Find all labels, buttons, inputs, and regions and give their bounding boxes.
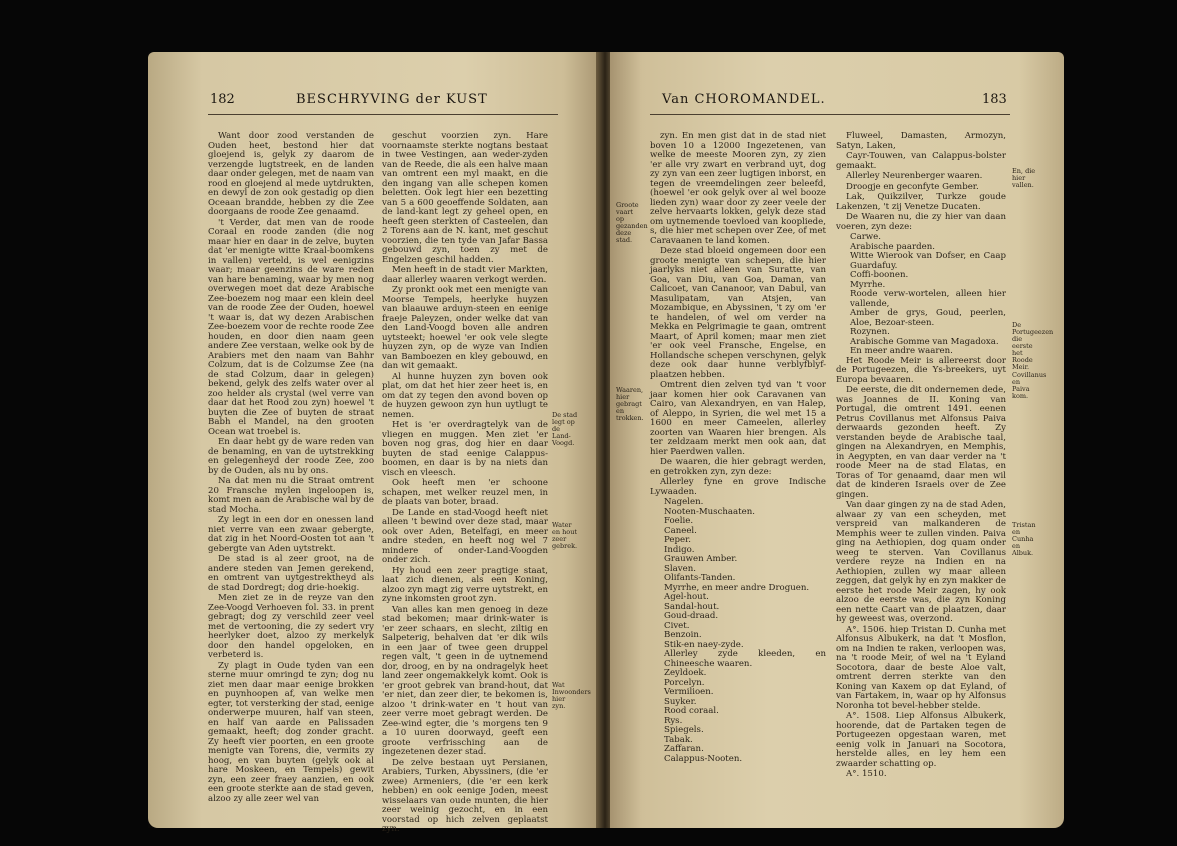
list-item: Roode verw-wortelen, alleen hier vallende,: [850, 289, 1006, 309]
paragraph: Het is 'er overdragtelyk van de vliegen en muggen. Men ziet 'er boven nog gras, dog hier en daar buyten de stad eenige Calappus-boomen, en daar is by na niets dan visch en vleesch.: [382, 420, 548, 478]
paragraph: De Waaren nu, die zy hier van daan voeren, zyn deze:: [836, 212, 1006, 232]
left-page: [148, 52, 600, 834]
paragraph: Lak, Quikzilver, Turkze goude Lakenzen, 't zij Venetze Ducaten.: [836, 192, 1006, 212]
margin-note: Tristan en Cunha en Albuk.: [1012, 521, 1036, 557]
list-item: Slaven.: [664, 563, 696, 574]
list-item: Amber de grys, Goud, peerlen, Aloe, Bezoar-steen.: [850, 308, 1006, 328]
paragraph: Cayr-Touwen, van Calappus-bolster gemaakt.: [836, 151, 1006, 171]
paragraph: 't Verder, dat men van de roode Coraal en roode zanden (die nog maar hier en daar in de zelve, buyten dat 'er menigte witte Kraal-boomkens in vallen) verteld, is wel eenigzins waar; maar geenzins de ware reden van hare benaming, waar by men nog overwegen moet dat deze Arabische Zee-boezem nog maar een klein deel van de roode Zee der Ouden, hoewel 't waar is, dat wy dezen Arabischen Zee-boezem voor de rechte roode Zee houden, en door dien naam geen andere Zee verstaan, welke ook by de Arabiers met den naam van Bahhr Colzum, dat is de Colzumse Zee (na de stad Colzum, daar in gelegen) bekend, gelyk des zelfs water over al zoo helder als crystal (wel verre van daar dat het Rood zou zyn) hoewel 't buyten die Zee of buyten de straat Babh el Mandel, na den grooten Ocean wat troebel is.: [208, 217, 374, 437]
list-item: Grauwen Amber.: [664, 554, 738, 564]
goods-list: [650, 498, 826, 764]
paragraph: En daar hebt gy de ware reden van de benaming, en van de uytstrekking en gelegenheyd der roode Zee, zoo by de Ouden, als nu by ons.: [208, 437, 374, 476]
paragraph: De stad is al zeer groot, na de andere steden van Jemen gerekend, en omtrent van uytgestrektheyd als de stad Dordregt; dog drie-hoekig.: [208, 554, 374, 593]
paragraph: Fluweel, Damasten, Armozyn, Satyn, Laken,: [836, 131, 1006, 151]
paragraph: Zy plagt in Oude tyden van een sterne muur omringd te zyn; dog nu ziet men daar maar eenige brokken en puynhoopen af, van welke men egter, tot versterking der stad, eenige onderwerpe muuren, half van steen, en half van aarde en Palissaden gemaakt, heeft; dog zonder gracht. Zy heeft vier poorten, en een groote menigte van Torens, die, vermits zy hoog, en van buyten (gelyk ook al hare Moskeen, en Tempels) gewit zyn, een zeer fraey aanzien, en ook een groote sterkte aan de stad geven, alzoo zy alle zeer wel van: [208, 660, 374, 804]
list-item: Benzoin.: [664, 630, 702, 640]
margin-note: Groote vaart op gezanden deze stad.: [616, 201, 648, 244]
list-item: Carwe.: [850, 232, 881, 242]
list-item: Spiegels.: [664, 725, 704, 735]
page-number-right: 183: [982, 92, 1007, 107]
list-item: Myrrhe.: [850, 279, 886, 290]
paragraph: Allerley fyne en grove Indische Lywaaden.: [650, 477, 826, 497]
paragraph: Want door zood verstanden de Ouden heet, bestond hier dat gloejend is, gelyk zy daarom de verzengde lugtstreek, en de landen daar onder gelegen, met de naam van rood en gloejend al mede uytdrukten, en dewyl de zon ook gestadig op dien Oceaan brandde, hebben zy die Zee doorgaans de roode Zee genaamd.: [208, 131, 374, 217]
list-item: Vermilioen.: [664, 687, 714, 697]
list-item: Rys.: [664, 715, 683, 726]
paragraph: A°. 1508. Liep Alfonsus Albukerk, hoorende, dat de Partaken tegen de Portugeezen opgestaan waren, met eenig volk in Januari na Socotora, herstelde alles, en ley hem een zwaarder schatting op.: [836, 711, 1006, 769]
list-item: Arabische paarden.: [850, 241, 935, 252]
paragraph: Men ziet ze in de reyze van den Zee-Voogd Verhoeven fol. 33. in prent gebragt; dog zy verschild zeer veel met de vertooning, die zy sedert vry heerlyker doet, alzoo zy merkelyk door den handel opgeloken, en verbeterd is.: [208, 593, 374, 660]
list-item: Stik-en naey-zyde.: [664, 639, 744, 650]
list-item: Peper.: [664, 535, 691, 545]
list-item: Arabische Gomme van Magadoxa.: [850, 336, 999, 347]
right-column-2: [836, 132, 1006, 792]
margin-note: Waaren, hier gebragt en trokken.: [616, 386, 644, 422]
list-item: Calappus-Nooten.: [664, 753, 743, 764]
right-column-1: [650, 132, 826, 792]
list-item: Zeyldoek.: [664, 668, 707, 678]
list-item: Suyker.: [664, 696, 697, 707]
paragraph: De Lande en stad-Voogd heeft niet alleen 't bewind over deze stad, maar ook over Aden, Betelfagi, en meer andre steden, en heeft nog wel 7 mindere of onder-Land-Voogden onder zich.: [382, 507, 548, 565]
paragraph: A°. 1506. hiep Tristan D. Cunha met Alfonsus Albukerk, na dat 't Mosflon, om na Indien te raken, verloopen was, na 't roode Meir, of wel na 't Eyland Socotora, daar de beste Aloe valt, omtrent derren sterkte van den Koning van Kaxem op dat Eyland, of van Fartakem, in, waar op hy Alfonsus Noronha tot bevel-hebber stelde.: [836, 624, 1006, 711]
paragraph: Zy pronkt ook met een menigte van Moorse Tempels, heerlyke huyzen van blaauwe arduyn-steen en eenige fraeje Paleyzen, onder welke dat van den Land-Voogd boven alle andren uytsteekt; hoewel 'er ook vele slegte huyzen zyn, op de wyze van Indien van Bamboezen en kley gebouwd, en dan wit gemaakt.: [382, 285, 548, 371]
list-item: Witte Wierook van Dofser, en Caap Guardafuy.: [850, 251, 1006, 271]
list-item: Porcelyn.: [664, 677, 705, 688]
margin-note: De stad legt op de Land-Voogd.: [552, 411, 578, 447]
margin-note: Covillanus en Paiva kom.: [1012, 371, 1047, 400]
paragraph: Omtrent dien zelven tyd van 't voor jaar komen hier ook Caravanen van Cairo, van Alexandryen, en van Halep, of Aleppo, in Syrien, die wel met 15 a 1600 en meer Cameelen, allerley zoorten van Waaren hier brengen. Als ter zeldzaam merkt men ook aan, dat hier Paerdwen vallen.: [650, 380, 826, 457]
list-item: En meer andre waaren.: [850, 346, 953, 356]
list-item: Sandal-hout.: [664, 601, 720, 612]
paragraph: Allerley Neurenberger waaren.: [846, 171, 983, 181]
paragraph: Zy legt in een dor en onessen land niet verre van een zwaar gebergte, dat zig in het Noord-Oosten tot aan 't gebergte van Aden uytstrekt.: [208, 515, 374, 554]
margin-note: Water en hout zeer gebrek.: [552, 521, 578, 550]
margin-note: En, die hier vallen.: [1012, 167, 1036, 189]
paragraph: Van daar gingen zy na de stad Aden, alwaar zy van een scheyden, met verspreid van malkanderen de Memphis weer te zullen vinden. Paiva ging na Aethiopien, dog quam onder weeg te sterven. Van Covillanus verdere reyze na Indien en na Aethiopien, zullen wy maar alleen zeggen, dat gelyk hy en zyn makker de eerste het roode Meir zagen, hy ook alzoo de eerste was, die zyn Koning een nette Caart van de plaatzen, daar hy geweest was, overzond.: [836, 500, 1006, 624]
paragraph: Al hunne huyzen zyn boven ook plat, om dat het hier zeer heet is, en om dat zy tegen den avond boven op de huyzen gewoon zyn hun uytlugt te nemen.: [382, 371, 548, 420]
list-item: Myrrhe, en meer andre Droguen.: [664, 582, 810, 593]
paragraph: Ook heeft men 'er schoone schapen, met welker reuzel men, in de plaats van boter, braad.: [382, 478, 548, 507]
paragraph: geschut voorzien zyn. Hare voornaamste sterkte nogtans bestaat in twee Vestingen, aan weder-zyden van de Reede, die als een halve maan van omtrent een myl maakt, en die den ingang van alle schepen komen beletten. Ook legt hier een bezetting van 5 a 600 geoeffende Soldaten, aan de land-kant legt zy geheel open, en heeft geen sterkten of Casteelen, dan 2 Torens aan de N. kant, met geschut voorzien, die ten tyde van Jafar Bassa gebouwd zyn, toen zy met de Engelzen geschil hadden.: [382, 131, 548, 265]
goods-list: [836, 233, 1006, 357]
margin-note: De Portugeezen die eerste het Roode Meir.: [1012, 321, 1054, 371]
list-item: Zaffaran.: [664, 744, 704, 754]
list-item: Allerley zyde kleeden, en Chineesche waaren.: [664, 649, 826, 669]
list-item: Nagelen.: [664, 497, 704, 507]
running-head-right: Van CHOROMANDEL.: [662, 92, 826, 107]
list-item: Tabak.: [664, 734, 693, 745]
paragraph: Hy houd een zeer pragtige staat, laat zich dienen, als een Koning, alzoo zyn magt zig verre uytstrekt, en zyne inkomsten groot zyn.: [382, 565, 548, 604]
paragraph: Men heeft in de stadt vier Markten, daar allerley waaren verkogt werden.: [382, 265, 548, 285]
paragraph: Droogje en geconfyte Gember.: [846, 181, 979, 192]
left-column-1: [208, 131, 374, 804]
header-rule-left: [208, 114, 558, 115]
left-column-2: [382, 131, 548, 834]
paragraph: zyn. En men gist dat in de stad niet boven 10 a 12000 Ingezetenen, van welke de meeste Mooren zyn, zy zien 'er alle vry zwart en verbrand uyt, dog zy zyn van een zeer lugtigen inborst, en tegen de vreemdelingen zeer beleefd, (hoewel 'er ook gelyk over al wel booze lieden zyn) waar door zy zeer veele der zelve hervaarts lokken, gelyk deze stad om uytnemende toevloed van koopliede, s, die hier met schepen over Zee, of met Caravaanen te land komen.: [650, 131, 826, 246]
paragraph: Het Roode Meir is allereerst door de Portugeezen, die Ys-breekers, uyt Europa bevaaren.: [836, 355, 1006, 385]
list-item: Nooten-Muschaaten.: [664, 506, 755, 517]
list-item: Indigo.: [664, 544, 695, 555]
list-item: Caneel.: [664, 525, 697, 536]
paragraph: De zelve bestaan uyt Persianen, Arabiers, Turken, Abyssiners, (die 'er zwee) Armeniers, (die 'er een kerk hebben) en ook eenige Joden, meest wisselaars van oude munten, die hier zeer weinig gezocht, en in een voorstad op hich zelven geplaatst zyn.: [382, 757, 548, 834]
open-book: [148, 52, 1064, 834]
list-item: Foelie.: [664, 516, 694, 526]
list-item: Agel-hout.: [664, 592, 709, 602]
header-rule-right: [650, 114, 1010, 115]
list-item: Olifants-Tanden.: [664, 573, 736, 583]
list-item: Coffi-boonen.: [850, 270, 909, 280]
paragraph: De eerste, die dit ondernemen dede, was Joannes de II. Koning van Portugal, die omtrent 1491. eenen Petrus Covillanus met Alfonsus Paiva derwaards gezonden heeft. Zy verstanden beyde de Arabische taal, gingen na Alexandryen, en Memphis, in Aegypten, en van daar verder na 't roode Meer na de stad Elatas, en Toras of Tor genaamd, daar men wil dat de kinderen Israels over de Zee gingen.: [836, 385, 1006, 500]
paragraph: Na dat men nu die Straat omtrent 20 Fransche mylen ingeloopen is, komt men aan de Arabische wal by de stad Mocha.: [208, 476, 374, 515]
paragraph: Van alles kan men genoeg in deze stad bekomen; maar drink-water is 'er zeer schaars, en slecht, ziltig en Salpeterig, behalven dat 'er dik wils in een jaar of twee geen druppel regen valt, 't geen in de uytnemend dor, droog, en by na ondragelyk heet land zeer ongemakkelyk komt. Ook is 'er groot gebrek van brand-hout, dat 'er niet, dan zeer dier, te bekomen is, alzoo 't drink-water en 't hout van zeer verre moet gebragt werden. De Zee-wind egter, die 's morgens ten 9 a 10 uuren doorwayd, geeft een groote verfrissching aan de ingezetenen dezer stad.: [382, 604, 548, 757]
list-item: Civet.: [664, 620, 690, 631]
running-head-left: BESCHRYVING der KUST: [296, 92, 488, 107]
right-page: [610, 52, 1064, 828]
list-item: Rozynen.: [850, 327, 890, 337]
page-number-left: 182: [210, 92, 235, 107]
margin-note: Wat Inwoonders hier zyn.: [552, 681, 591, 710]
paragraph: De waaren, die hier gebragt werden, en getrokken zyn, zyn deze:: [650, 457, 826, 477]
paragraph: Deze stad bloeid ongemeen door een groote menigte van schepen, die hier jaarlyks niet alleen van Suratte, van Goa, van Diu, van Goa, Daman, van Calicoet, van Cananoor, van Dabul, van Masulipatam, van Atsjen, van Mozambique, en Abyssinen, 't zy om 'er te handelen, of wel om verder na Mekka en Pelgrimagie te gaan, omtrent Maart, of April komen; maar men ziet 'er ook veel Fransche, Engelse, en Hollandsche schepen verschynen, gelyk deze ook daar hunne verblyfblyf-plaatzen hebben.: [650, 246, 826, 380]
paragraph: A°. 1510.: [846, 769, 887, 779]
list-item: Rood coraal.: [664, 706, 719, 716]
list-item: Goud-draad.: [664, 611, 719, 621]
